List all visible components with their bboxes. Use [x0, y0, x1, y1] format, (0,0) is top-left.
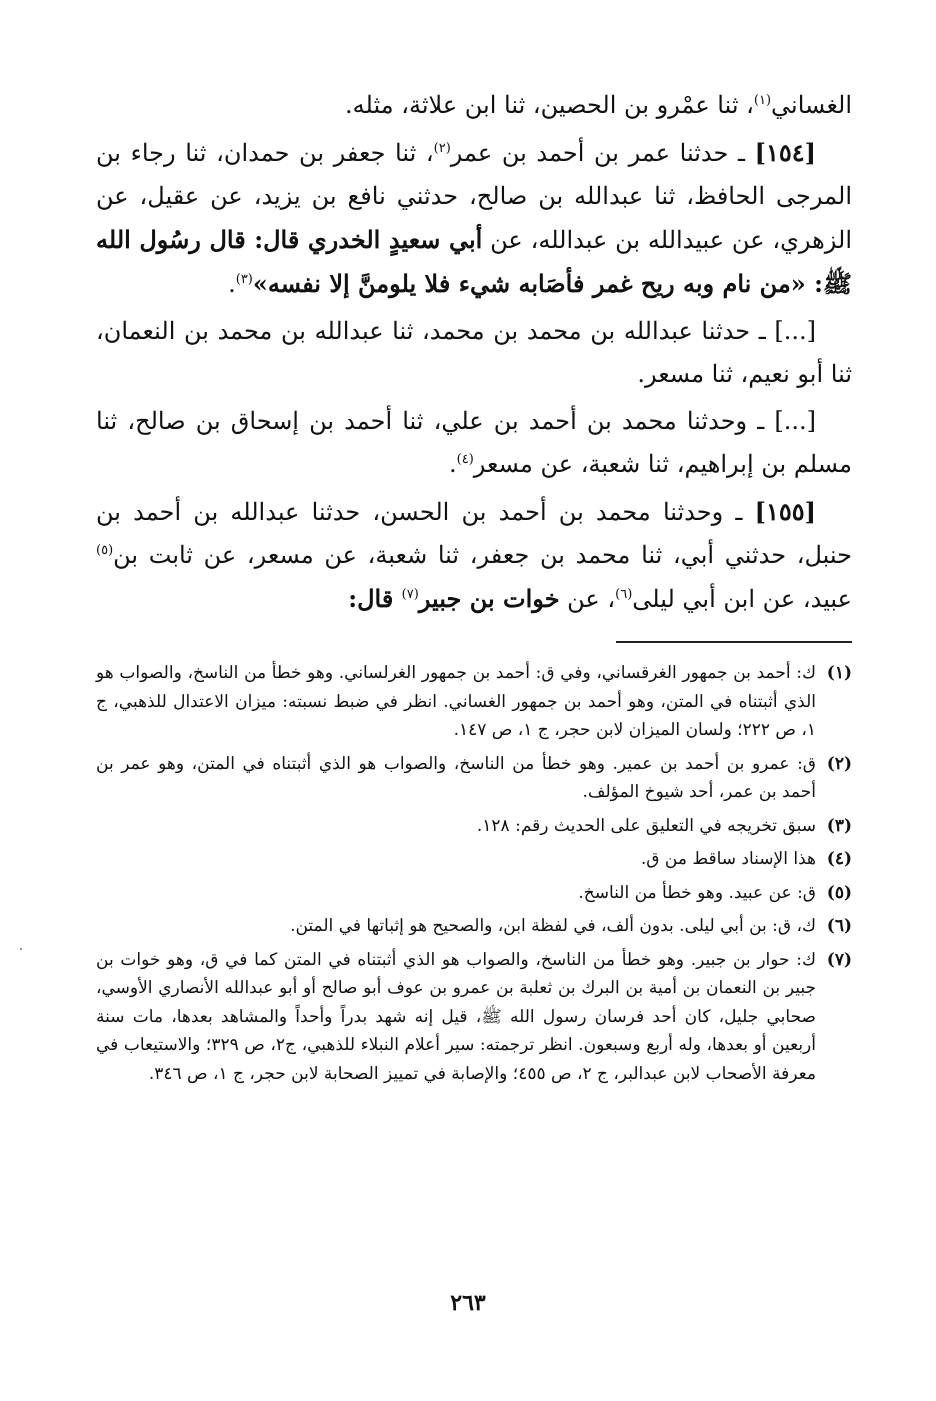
text-run: [...] ـ حدثنا عبدالله بن محمد بن محمد، ثنا عبدالله بن محمد بن النعمان، ثنا أبو نعيم، ثنا مسعر. [96, 317, 852, 388]
page-number: ٢٦٣ [450, 1290, 486, 1316]
footnote-text: هذا الإسناد ساقط من ق. [640, 849, 816, 869]
text-run: . [228, 270, 236, 298]
text-run: ـ وحدثنا محمد بن أحمد بن الحسن، حدثنا عبدالله بن أحمد بن حنبل، حدثني أبي، ثنا محمد بن جعفر، ثنا شعبة، عن مسعر، عن ثابت بن [96, 498, 852, 569]
footnote-number: (٧) [826, 949, 852, 970]
page [96, 84, 852, 1093]
footnote-text: ك، ق: بن أبي ليلى. بدون ألف، في لفظة ابن، والصحيح هو إثباتها في المتن. [290, 916, 816, 936]
footnote-5 [96, 879, 852, 908]
footnote-text: ق: عن عبيد. وهو خطأ من الناسخ. [578, 882, 816, 903]
text-run: قال: [348, 584, 402, 613]
text-run: الغساني [771, 91, 852, 119]
text-run: ، عن [559, 585, 616, 613]
paragraph-isnad-1 [96, 310, 852, 396]
paragraph-154 [96, 131, 852, 306]
footnote-1 [96, 659, 852, 745]
footnote-ref-2: (٢) [433, 141, 451, 156]
footnote-2 [96, 750, 852, 807]
footnote-number: (٤) [826, 849, 852, 869]
hadith-matn: أبي سعيدٍ الخدري قال: قال رسُول الله ﷺ: «من نام وبه ريح غمر فأصَابه شيء فلا يلومنَّ إلا نفسه» [96, 225, 852, 298]
hadith-number: [١٥٤] [754, 138, 816, 167]
paragraph-155 [96, 490, 852, 621]
footnote-ref-7: (٧) [401, 587, 419, 602]
footnote-number: (٢) [826, 753, 852, 774]
footnote-number: (١) [826, 663, 852, 683]
text-run: . [448, 450, 457, 478]
narrator-name: خوات بن جبير [418, 584, 560, 613]
footnote-number: (٣) [826, 815, 852, 836]
footnote-number: (٥) [826, 882, 852, 903]
footnote-text: ك: أحمد بن جمهور الغرقساني، وفي ق: أحمد بن جمهور الغرلساني. وهو خطأ من الناسخ، والصواب هو الذي أثبتناه في المتن، وهو أحمد بن جمهور الغساني. انظر في ضبط نسبته: ميزان الاعتدال للذهبي، ج ١، ص ٢٢٢؛ ولسان الميزان لابن حجر، ج ١، ص ١٤٧. [96, 663, 816, 740]
footnote-7 [96, 946, 852, 1089]
paragraph-isnad-2 [96, 400, 852, 486]
paragraph-1 [96, 84, 852, 127]
text-run: [...] ـ وحدثنا محمد بن أحمد بن علي، ثنا أحمد بن إسحاق بن صالح، ثنا مسلم بن إبراهيم، ثنا شعبة، عن مسعر [96, 407, 852, 478]
scan-speck [20, 948, 22, 950]
hadith-number: [١٥٥] [754, 497, 816, 526]
footnote-text: ك: حوار بن جبير. وهو خطأ من الناسخ، والصواب هو الذي أثبتناه في المتن كما في ق، وهو خوات بن جبير بن النعمان بن أمية بن البرك بن ثعلبة بن عمرو بن عوف أبو صالح أو أبو عبدالله الأنصاري الأوسي، صحابي جليل، كان أحد فرسان رسول الله ﷺ، قيل إنه شهد بدراً وأحداً والمشاهد بعدها، مات سنة أربعين أو بعدها، وله أربع وسبعون. انظر ترجمته: سير أعلام النبلاء للذهبي، ج٢، ص ٣٢٩؛ والاستيعاب في معرفة الأصحاب لابن عبدالبر، ج ٢، ص ٤٥٥؛ والإصابة في تمييز الصحابة لابن حجر، ج ١، ص ٣٤٦. [96, 949, 817, 1084]
footnote-text: سبق تخريجه في التعليق على الحديث رقم: ١٢٨. [476, 815, 816, 836]
main-text [96, 84, 852, 621]
footnote-4 [96, 845, 852, 874]
footnote-6 [96, 912, 852, 941]
footnote-ref-3: (٣) [235, 272, 253, 287]
text-run: ، ثنا جعفر بن حمدان، ثنا رجاء بن المرجى الحافظ، ثنا عبدالله بن صالح، حدثني نافع بن يزيد، عن عقيل، عن الزهري، عن عبيدالله بن عبدالله، عن [96, 139, 853, 254]
footnote-text: ق: عمرو بن أحمد بن عمير. وهو خطأ من الناسخ، والصواب هو الذي أثبتناه في المتن، وهو عمر بن أحمد بن عمر، أحد شيوخ المؤلف. [96, 753, 816, 802]
text-run: ، ثنا عمْرو بن الحصين، ثنا ابن علاثة، مثله. [345, 91, 754, 119]
footnote-ref-6: (٦) [615, 587, 633, 602]
text-run: عبيد، عن ابن أبي ليلى [632, 585, 852, 613]
text-run: ـ حدثنا عمر بن أحمد بن عمر [450, 139, 755, 167]
footnote-divider [616, 641, 852, 643]
footnote-ref-4: (٤) [456, 452, 474, 467]
footnote-ref-5: (٥) [96, 543, 114, 558]
footnote-number: (٦) [826, 916, 852, 936]
footnote-3 [96, 812, 852, 841]
footnotes [96, 659, 852, 1088]
footnote-ref-1: (١) [753, 93, 772, 108]
